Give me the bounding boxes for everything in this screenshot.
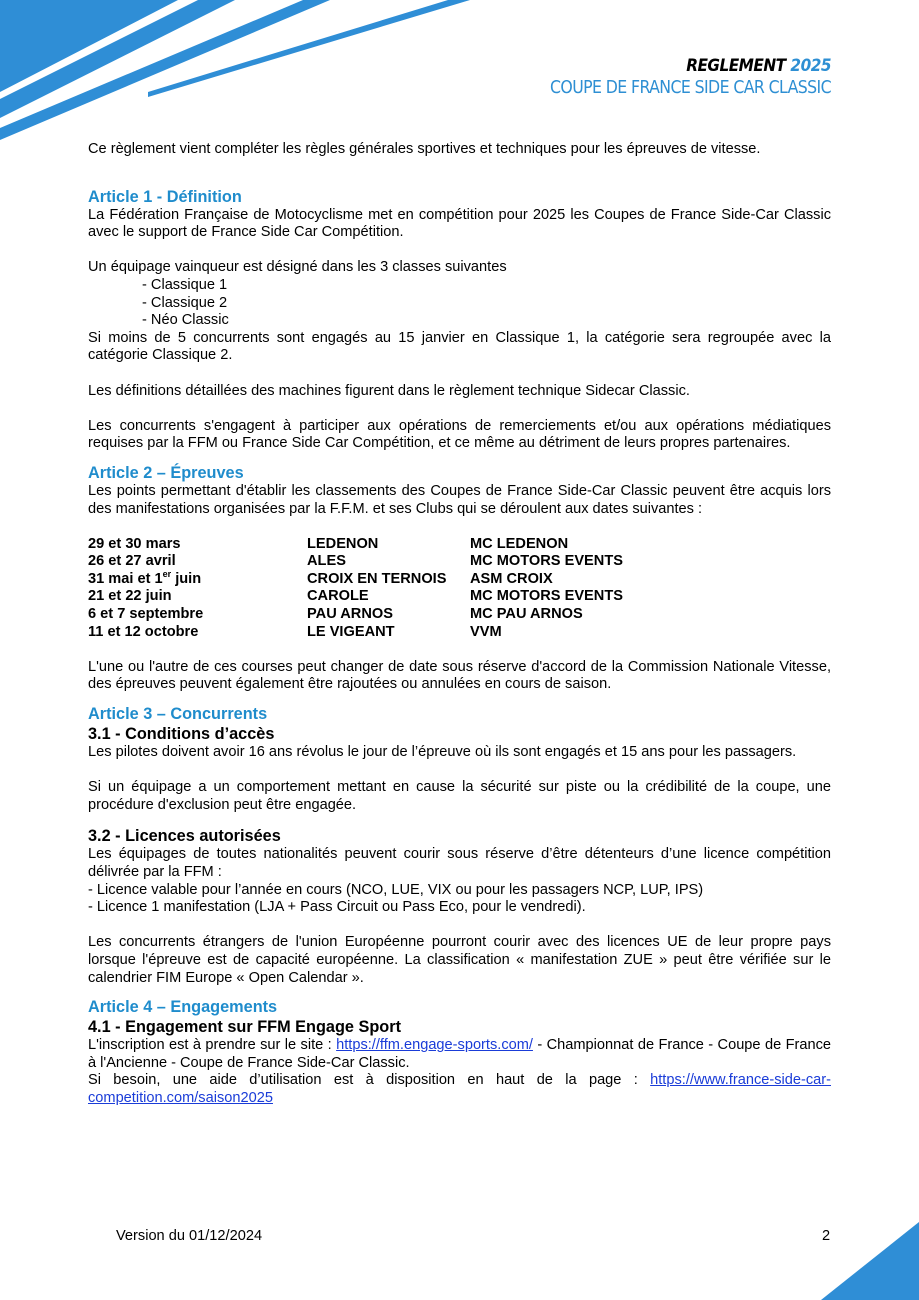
article-1-paragraph-3: Si moins de 5 concurrents sont engagés au 15 janvier en Classique 1, la catégorie sera regroupée avec la catégorie Classique 2. <box>88 329 831 364</box>
event-date: 6 et 7 septembre <box>88 606 204 623</box>
france-side-car-link[interactable]: https://www.france-side-car-competition.com/saison2025 <box>88 1072 831 1106</box>
article-1-paragraph-4: Les définitions détaillées des machines figurent dans le règlement technique Sidecar Classic. <box>88 382 690 399</box>
engage-sports-link[interactable]: https://ffm.engage-sports.com/ <box>336 1037 533 1054</box>
event-date: 11 et 12 octobre <box>88 623 199 640</box>
class-item: - Classique 2 <box>142 294 228 311</box>
event-row <box>88 624 623 642</box>
event-club: MC MOTORS EVENTS <box>470 553 623 570</box>
event-club: ASM CROIX <box>470 570 553 587</box>
article-1-title: Article 1 - Définition <box>88 187 242 206</box>
class-item: - Classique 1 <box>142 276 228 293</box>
event-date-sup: er <box>162 569 172 580</box>
document-header <box>550 56 831 99</box>
header-year: 2025 <box>790 56 831 76</box>
event-circuit: CROIX EN TERNOIS <box>307 570 447 587</box>
article-2-paragraph-2: L'une ou l'autre de ces courses peut changer de date sous réserve d'accord de la Commission Nationale Vitesse, des épreuves peuvent également être rajoutées ou annulées en cours de saison. <box>88 658 831 693</box>
event-row <box>88 536 623 554</box>
event-circuit: LE VIGEANT <box>307 623 395 640</box>
article-4-paragraph-1 <box>88 1037 831 1072</box>
event-club: MC MOTORS EVENTS <box>470 588 623 605</box>
event-circuit: PAU ARNOS <box>307 606 393 623</box>
section-3-2-title: 3.2 - Licences autorisées <box>88 827 281 846</box>
event-circuit: LEDENON <box>307 535 379 552</box>
article-1-paragraph-1: La Fédération Française de Motocyclisme met en compétition pour 2025 les Coupes de France Side-Car Classic avec le support de France Side Car Compétition. <box>88 206 831 241</box>
header-subtitle: COUPE DE FRANCE SIDE CAR CLASSIC <box>550 78 831 98</box>
event-date <box>88 571 307 589</box>
paragraph-text: L'inscription est à prendre sur le site : <box>88 1037 337 1054</box>
event-date-part: 31 mai et 1 <box>88 570 163 587</box>
footer-page-number: 2 <box>822 1228 831 1244</box>
article-2-title: Article 2 – Épreuves <box>88 463 244 482</box>
article-3-paragraph-3: Les équipages de toutes nationalités peuvent courir sous réserve d’être détenteurs d’une licence compétition délivrée par la FFM : <box>88 846 831 880</box>
event-circuit: CAROLE <box>307 588 369 605</box>
article-4-title: Article 4 – Engagements <box>88 998 278 1017</box>
events-table <box>88 536 623 642</box>
event-date: 26 et 27 avril <box>88 553 176 570</box>
event-date-part: juin <box>171 570 202 587</box>
paragraph-text: Si besoin, une aide d’utilisation est à disposition en haut de la page : <box>88 1072 651 1089</box>
article-3-paragraph-1: Les pilotes doivent avoir 16 ans révolus le jour de l’épreuve où ils sont engagés et 15 ans pour les passagers. <box>88 744 797 761</box>
article-1-paragraph-2: Un équipage vainqueur est désigné dans les 3 classes suivantes <box>88 259 507 276</box>
class-item: - Néo Classic <box>142 312 229 329</box>
header-reglement-word: REGLEMENT <box>686 56 786 76</box>
article-1-paragraph-5: Les concurrents s'engagent à participer aux opérations de remerciements et/ou aux opérations médiatiques requises par la FFM ou France Side Car Compétition, et ce même au détriment de leurs propres partenaires. <box>88 417 831 452</box>
section-3-1-title: 3.1 - Conditions d’accès <box>88 725 275 744</box>
section-4-1-title: 4.1 - Engagement sur FFM Engage Sport <box>88 1018 402 1037</box>
header-reglement <box>550 56 831 77</box>
paragraph-text: - Championnat de France - Coupe de France à l'Ancienne - Coupe de France Side-Car Classic. <box>88 1037 832 1071</box>
document-body <box>88 141 831 1108</box>
event-club: MC PAU ARNOS <box>470 606 583 623</box>
footer-version: Version du 01/12/2024 <box>116 1228 263 1244</box>
article-3-paragraph-2: Si un équipage a un comportement mettant en cause la sécurité sur piste ou la crédibilité de la coupe, une procédure d'exclusion peut être engagée. <box>88 779 831 813</box>
event-circuit: ALES <box>307 553 346 570</box>
article-4-paragraph-2 <box>88 1072 831 1107</box>
intro-text: Ce règlement vient compléter les règles générales sportives et techniques pour les épreuves de vitesse. <box>88 141 761 157</box>
article-3-title: Article 3 – Concurrents <box>88 705 268 724</box>
event-date: 29 et 30 mars <box>88 535 181 552</box>
event-date: 21 et 22 juin <box>88 588 172 605</box>
event-row <box>88 588 623 606</box>
event-row <box>88 571 623 589</box>
event-row <box>88 606 623 624</box>
event-club: MC LEDENON <box>470 535 569 552</box>
licence-item: - Licence 1 manifestation (LJA + Pass Circuit ou Pass Eco, pour le vendredi). <box>88 899 586 916</box>
licence-item: - Licence valable pour l’année en cours (NCO, LUE, VIX ou pour les passagers NCP, LUP, IPS) <box>88 881 704 898</box>
article-2-paragraph-1: Les points permettant d'établir les classements des Coupes de France Side-Car Classic peuvent être acquis lors des manifestations organisées par la F.F.M. et ses Clubs qui se déroulent aux dates suivantes : <box>88 482 831 517</box>
event-club: VVM <box>470 623 502 640</box>
article-3-paragraph-4: Les concurrents étrangers de l'union Européenne pourront courir avec des licences UE de leur propre pays lorsque l'épreuve est de capacité européenne. La classification « manifestation ZUE » peut être vérifiée sur le calendrier FIM Europe « Open Calendar ». <box>88 934 831 986</box>
